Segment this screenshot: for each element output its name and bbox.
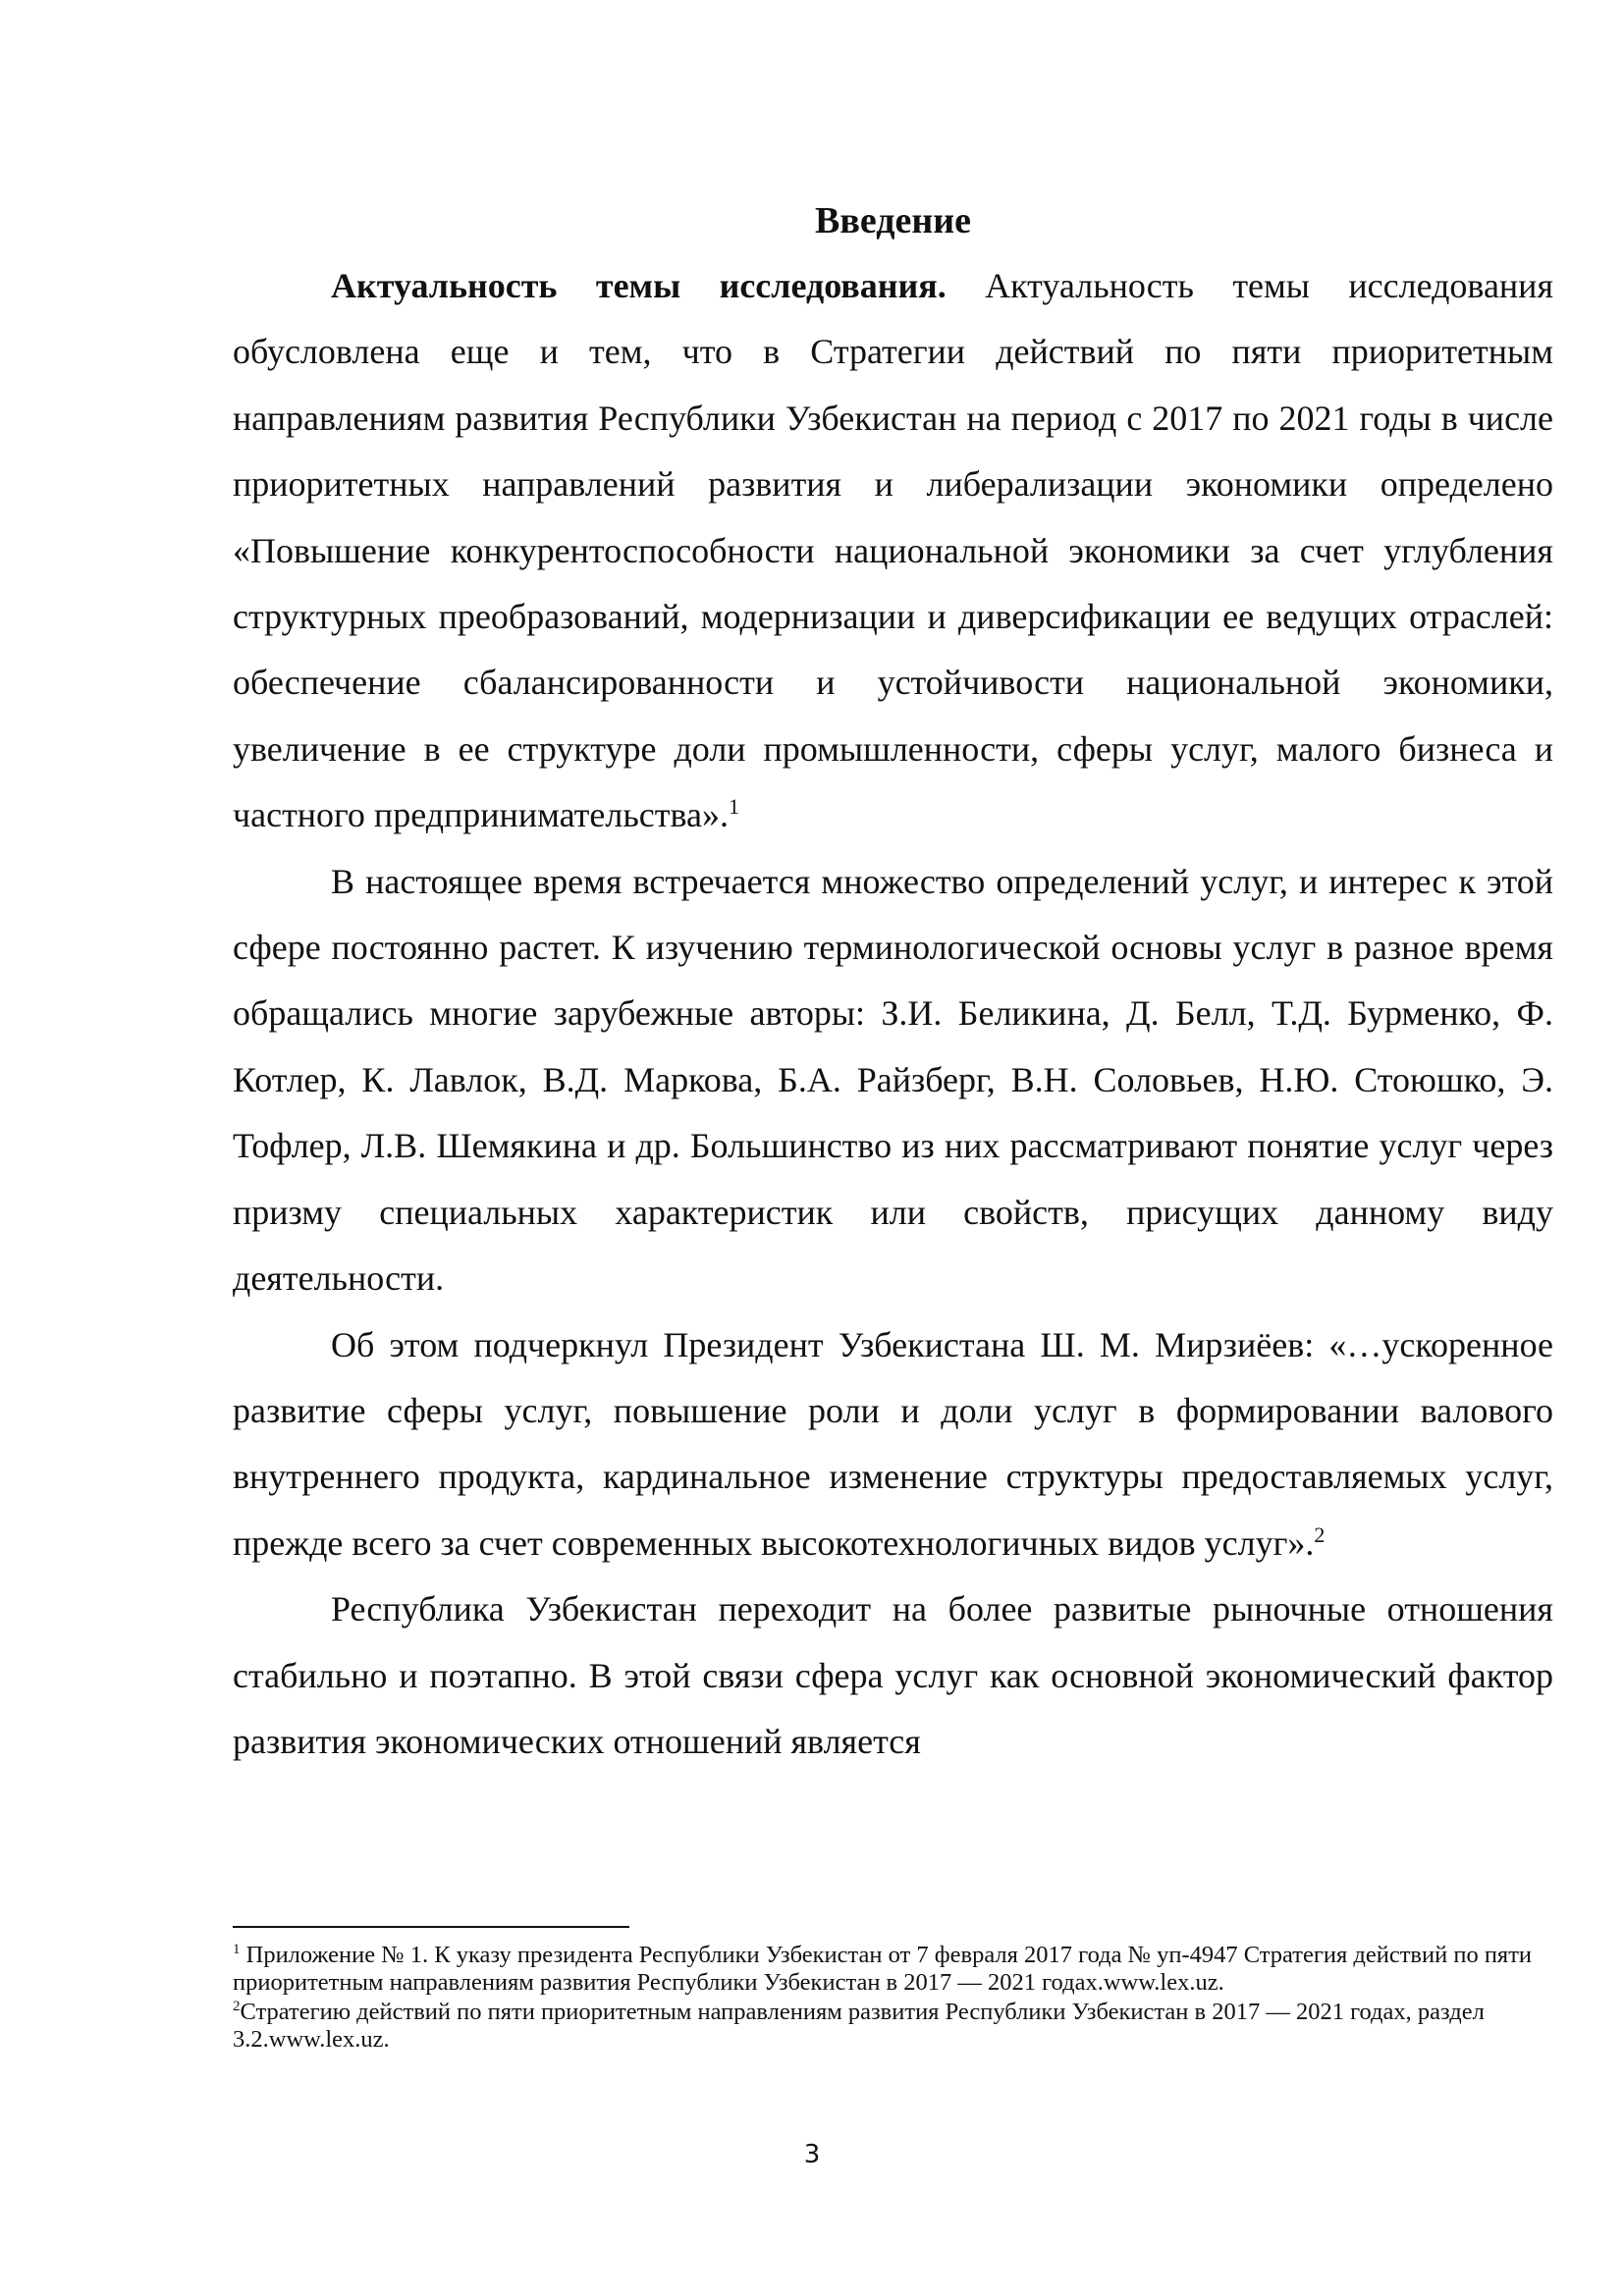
footnote-ref-1[interactable]: 1 — [728, 794, 739, 820]
paragraph-relevance — [233, 253, 1553, 849]
main-text — [233, 192, 1553, 1775]
paragraph-text: Республика Узбекистан переходит на более развитые рыночные отношения стабильно и поэтапно. В этой связи сфера услуг как основной экономический фактор развития экономических отношений является — [233, 1589, 1553, 1761]
footnote-separator — [233, 1926, 629, 1928]
page-number: 3 — [803, 2140, 821, 2169]
paragraph-president-quote — [233, 1312, 1553, 1577]
paragraph-lead: Актуальность темы исследования. — [331, 266, 947, 305]
paragraph-definitions — [233, 849, 1553, 1312]
paragraph-transition — [233, 1576, 1553, 1775]
paragraph-text: В настоящее время встречается множество определений услуг, и интерес к этой сфере постоянно растет. К изучению терминологической основы услуг в разное время обращались многие зарубежные авторы: З.И. Беликина, Д. Белл, Т.Д. Бурменко, Ф. Котлер, К. Лавлок, В.Д. Маркова, Б.А. Райзберг, В.Н. Соловьев, Н.Ю. Стоюшко, Э. Тофлер, Л.В. Шемякина и др. Большинство из них рассматривают понятие услуг через призму специальных характеристик или свойств, присущих данному виду деятельности. — [233, 861, 1553, 1299]
footnote-mark: 2 — [233, 1998, 241, 2014]
footnote-mark: 1 — [233, 1941, 241, 1957]
paragraph-text: Актуальность темы исследования обусловлена еще и тем, что в Стратегии действий по пяти приоритетным направлениям развития Республики Узбекистан на период с 2017 по 2021 годы в числе приоритетных направлений развития и либерализации экономики определено «Повышение конкурентоспособности национальной экономики за счет углубления структурных преобразований, модернизации и диверсификации ее ведущих отраслей: обеспечение сбалансированности и устойчивости национальной экономики, увеличение в ее структуре доли промышленности, сферы услуг, малого бизнеса и частного предпринимательства». — [233, 266, 1554, 835]
footnote-text: Приложение № 1. К указу президента Республики Узбекистан от 7 февраля 2017 года № уп-4947 Стратегия действий по пяти приоритетным направлениям развития Республики Узбекистан в 2017 — 2021 годах.www.lex.uz. — [233, 1942, 1533, 1996]
footnote-text: Стратегию действий по пяти приоритетным направлениям развития Республики Узбекистан в 2017 — 2021 годах, раздел 3.2.www.lex.uz. — [233, 1999, 1485, 2053]
page-title: Введение — [815, 200, 971, 241]
footnotes — [233, 1942, 1553, 2056]
footnote-1 — [233, 1942, 1553, 1997]
paragraph-text: Об этом подчеркнул Президент Узбекистана Ш. М. Мирзиёев: «…ускоренное развитие сферы услуг, повышение роли и доли услуг в формировании валового внутреннего продукта, кардинальное изменение структуры предоставляемых услуг, прежде всего за счет современных высокотехнологичных видов услуг». — [233, 1324, 1553, 1563]
footnote-ref-2[interactable]: 2 — [1314, 1522, 1326, 1547]
footnote-2 — [233, 1999, 1553, 2054]
